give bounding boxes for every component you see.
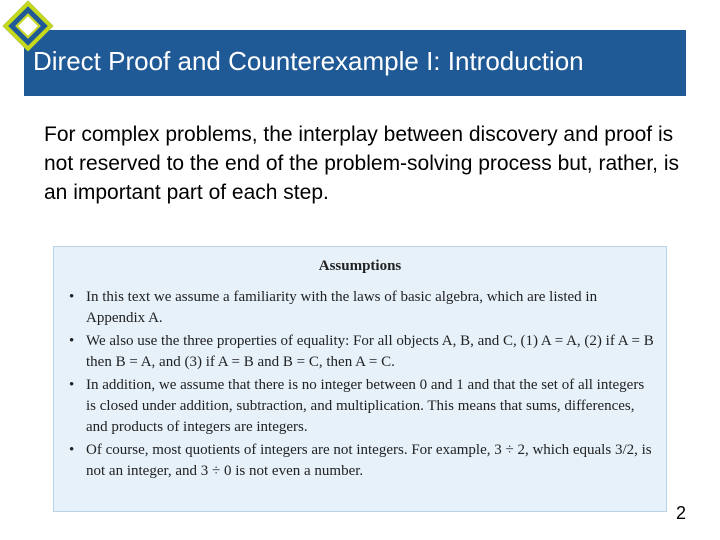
slide-title: Direct Proof and Counterexample I: Introduction <box>33 46 584 76</box>
bullet-icon: • <box>69 289 75 305</box>
bullet-icon: • <box>69 442 75 458</box>
assumption-text: In this text we assume a familiarity with the laws of basic algebra, which are listed in Appendix A. <box>86 289 598 326</box>
assumption-item <box>66 440 656 482</box>
slide-title-bar <box>24 30 686 96</box>
assumption-item <box>66 331 656 373</box>
page-number: 2 <box>675 503 686 523</box>
diamond-logo-inner <box>15 13 40 38</box>
assumptions-heading: Assumptions <box>318 258 402 274</box>
assumption-item <box>66 287 656 329</box>
assumptions-box <box>53 246 667 512</box>
assumptions-list <box>66 287 656 484</box>
assumption-text: We also use the three properties of equality: For all objects A, B, and C, (1) A = A, (2) if A = B then B = A, and (3) if A = B and B = C, then A = C. <box>86 333 654 370</box>
bullet-icon: • <box>69 333 75 349</box>
assumption-text: Of course, most quotients of integers are not integers. For example, 3 ÷ 2, which equals 3/2, is not an integer, and 3 ÷ 0 is not even a number. <box>86 442 652 479</box>
assumption-text: In addition, we assume that there is no integer between 0 and 1 and that the set of all integers is closed under addition, subtraction, and multiplication. This means that sums, differences, and products of integers are integers. <box>86 377 645 435</box>
assumption-item <box>66 375 656 438</box>
intro-paragraph: For complex problems, the interplay between discovery and proof is not reserved to the end of the problem-solving process but, rather, is an important part of each step. <box>44 123 680 204</box>
bullet-icon: • <box>69 377 75 393</box>
